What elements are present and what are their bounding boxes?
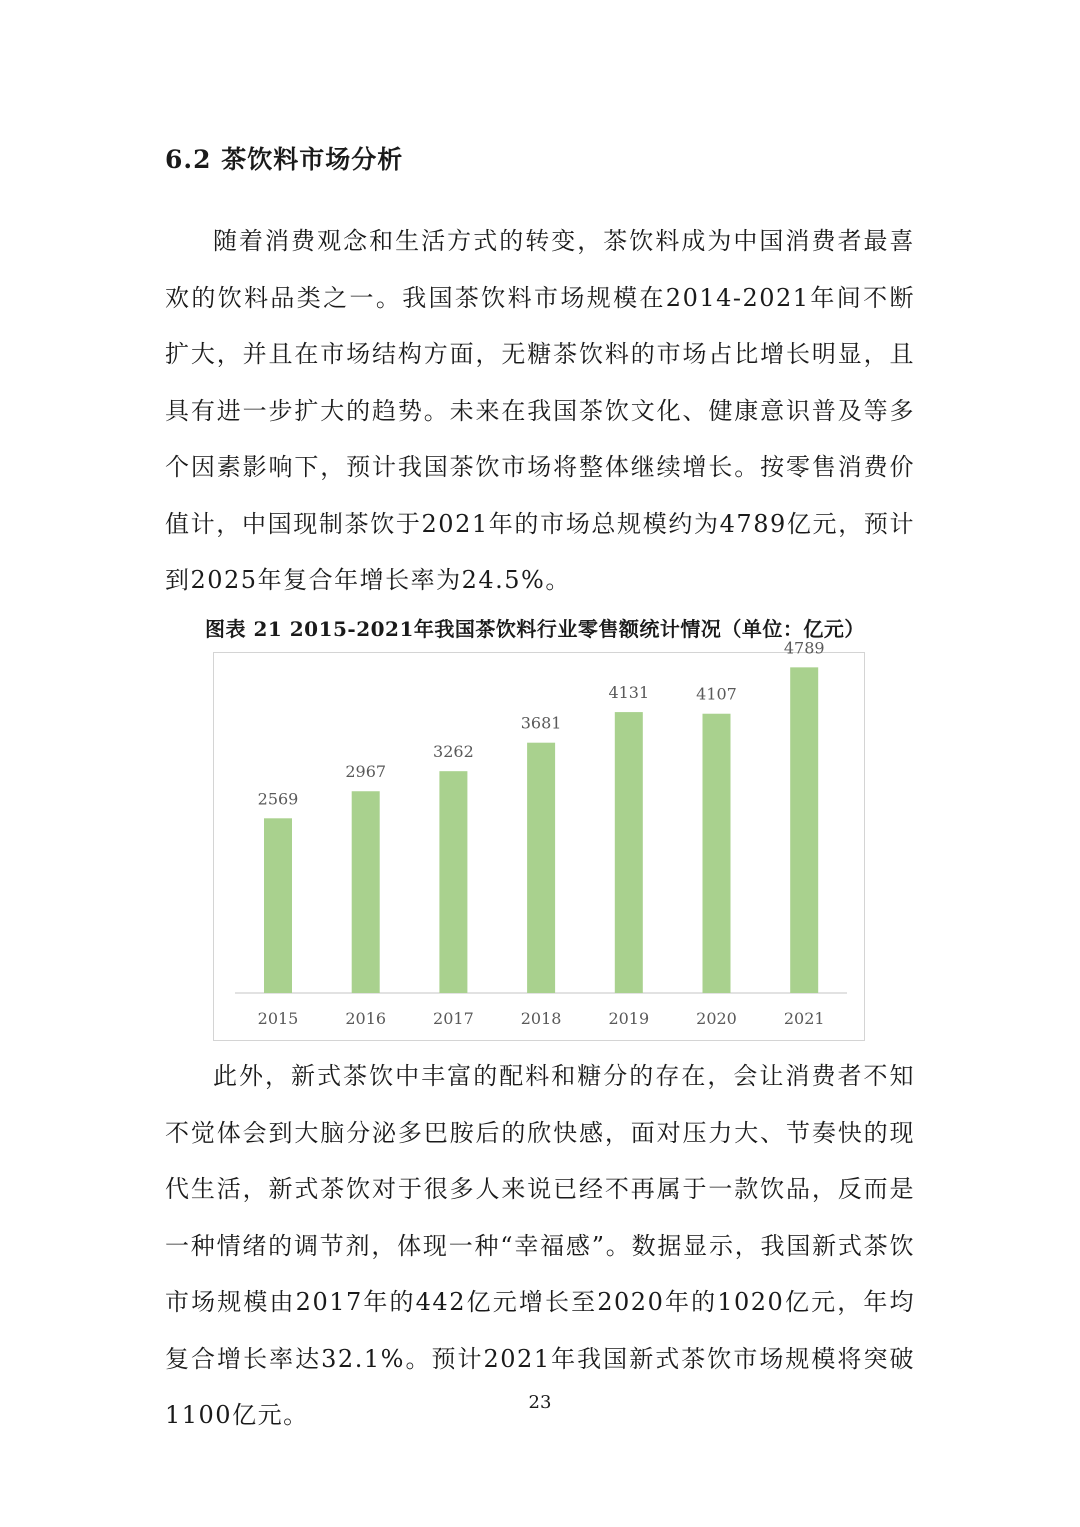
section-title: 6.2 茶饮料市场分析	[165, 145, 404, 174]
data-label-2020: 4107	[696, 684, 737, 704]
bar-2017	[439, 771, 467, 993]
page-number: 23	[528, 1392, 552, 1413]
bar-2021	[790, 667, 818, 993]
data-label-2017: 3262	[433, 742, 474, 762]
data-label-2015: 2569	[257, 789, 299, 809]
paragraph-new-tea: 此外，新式茶饮中丰富的配料和糖分的存在，会让消费者不知不觉体会到大脑分泌多巴胺后的欣快感，面对压力大、节奏快的现代生活，新式茶饮对于很多人来说已经不再属于一款饮品，反而是一种情绪的调节剂，体现一种“幸福感”。数据显示，我国新式茶饮市场规模由2017年的442亿元增长至2020年的1020亿元，年均复合增长率达32.1%。预计2021年我国新式茶饮市场规模将突破1100亿元。	[165, 1062, 915, 1429]
data-label-2016: 2967	[345, 762, 387, 782]
data-label-2021: 4789	[783, 638, 825, 658]
bar-2019	[615, 712, 643, 993]
x-tick-2018: 2018	[520, 1009, 562, 1028]
x-tick-2019: 2019	[608, 1009, 650, 1028]
bar-2018	[527, 743, 555, 993]
data-label-2019: 4131	[608, 683, 650, 703]
paragraph-tea-market: 随着消费观念和生活方式的转变，茶饮料成为中国消费者最喜欢的饮料品类之一。我国茶饮料市场规模在2014-2021年间不断扩大，并且在市场结构方面，无糖茶饮料的市场占比增长明显，且具有进一步扩大的趋势。未来在我国茶饮文化、健康意识普及等多个因素影响下，预计我国茶饮市场将整体继续增长。按零售消费价值计，中国现制茶饮于2021年的市场总规模约为4789亿元，预计到2025年复合年增长率为24.5%。	[165, 227, 915, 594]
bar-chart	[213, 638, 865, 1041]
figure-caption: 图表 21 2015-2021年我国茶饮料行业零售额统计情况（单位：亿元）	[205, 617, 865, 641]
bar-chart-svg	[214, 638, 866, 1042]
x-tick-2020: 2020	[696, 1009, 737, 1028]
bar-2020	[703, 714, 731, 993]
x-tick-2015: 2015	[257, 1009, 299, 1028]
x-tick-2017: 2017	[433, 1009, 474, 1028]
data-label-2018: 3681	[520, 713, 562, 733]
x-tick-2021: 2021	[783, 1009, 825, 1028]
bar-2015	[264, 818, 292, 993]
bar-2016	[352, 791, 380, 993]
x-tick-2016: 2016	[345, 1009, 387, 1028]
